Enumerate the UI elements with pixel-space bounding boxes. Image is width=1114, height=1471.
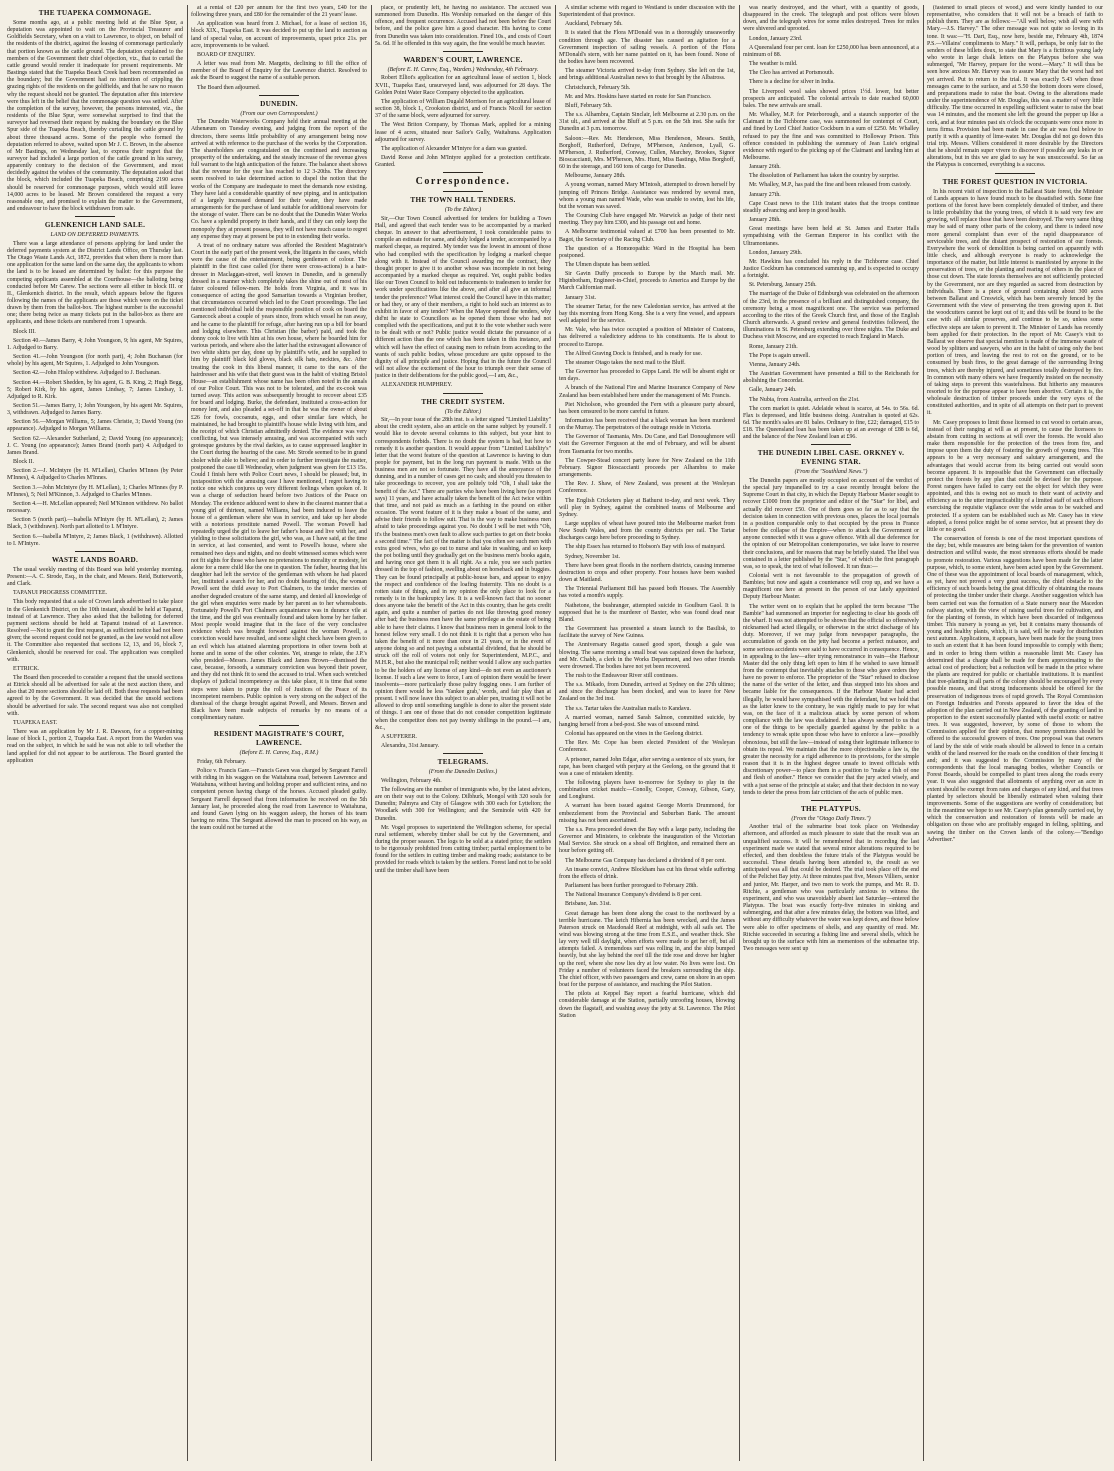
article-paragraph: ALEXANDER HUMPHREY. (381, 382, 453, 389)
article-headline: THE CREDIT SYSTEM. (421, 397, 505, 406)
article-paragraph: Section 40.—James Barry, 4; John Youngson, 9; his agent, Mr Squires, 1. Adjudged to Barry. (7, 337, 183, 351)
column-5 (743, 5, 919, 1461)
article-paragraph: The steamer Tartar, for the new Caledonian service, has arrived at the bay this morning from Hong Kong. She is a very fine vessel, and appears well adapted for the service. (559, 303, 735, 325)
article-paragraph: The Pope is again unwell. (749, 352, 811, 359)
article-paragraph: This body requested that a sale of Crown lands advertised to take place in the Glenkenich District, on the 10th instant, should be held at Tapanui, instead of at Lawrence. They also asked that the balloting for deferred payment sections should be held at Tapanui instead of at Lawrence. Resolved —Not to grant the first request, as sufficient notice had not been given; the second request could not be granted, as the law would not allow it. The Committee also requested that sections 12, 13, and 16, block 7, Glenkenich, should be reserved for coal. The application was complied with. (7, 599, 183, 663)
article-paragraph: Melbourne, January 28th. (565, 173, 626, 180)
article-subhead: (From the "Otago Daily Times.") (791, 815, 871, 822)
article-paragraph: Mr. Vogel proposes to superintend the Wellington scheme, for special rural settlement, whereby timber shall be cut by the Government, and during the proper season. The logs to be sold at a stated price; the settlers to be rigorously prohibited from cutting timber; partial employment to be found for the settlers in cutting timber and making roads; assistance to be provided for roads which is taken by the settlers. Forest land not to be sold until the timber shall have been (375, 824, 551, 874)
article-paragraph: Great meetings have been held at St. James and Exeter Halls sympathising with the German Emperor in his conflict with the Ultramontanes. (743, 226, 919, 247)
article-paragraph: Section 56.—Morgan Williams, 5; James Christie, 3; David Young (no appearance). Adjudged to Morgan Williams. (7, 419, 183, 433)
separator (443, 191, 483, 192)
column-4 (559, 5, 735, 1461)
article-headline: THE DUNEDIN LIBEL CASE. ORKNEY v. EVENING STAR. (757, 449, 905, 467)
article-paragraph: The Dunedin papers are mostly occupied on account of the verdict of the special jury impanelled to try a case recently brought before the Supreme Court in that city, in which the Deputy Harbour Master sought to recover £1000 from the proprietor and editor of the "Star" for libel, and actually did recover £50. One of them goes so far as to say that the decision taken in connection with previous ones, places the local journals in a position comparable only to that occupied by the press in France before the collapse of the Empire—when to attack the Government or anyone connected with it was a grave offence. With all due deference for the opinion of our Metropolitan contemporaries, we take leave to reserve their conclusions, and for reasons that may be briefly stated. The libel was contained in a letter published by the "Star," of which the first paragraph was, so to speak, the text of what followed. It ran thus:— (743, 477, 919, 570)
article-paragraph: Parliament has been further prorogued to February 28th. (565, 883, 698, 890)
article-paragraph: Section 3.—John McIntyre (by H. M'Lellan), 1; Charles M'Innes (by P. M'Innes), 5; Neil M'Kinnon, 3. Adjudged to Charles M'Innes. (7, 484, 183, 498)
article-paragraph: TAPANUI PROGRESS COMMITTEE. (13, 590, 108, 597)
article-subhead: (From the "Southland News.") (794, 469, 868, 476)
article-paragraph: The Board then proceeded to consider a request that the unsold sections at Ettrick should all be advertised for sale at the next auction there, and also that 20 more sections should be laid off. Both these requests had been agreed to by the Government. It was decided that the unsold sections should be advertised for sale. The second request was also not complied with. (7, 675, 183, 717)
column-2 (191, 5, 367, 1461)
article-paragraph: The Cleo has arrived at Portsmouth. (749, 70, 835, 77)
article-paragraph: place, or prudently left, he having no assistance. The accused was summoned from Dunedin. His Worship remarked on the danger of this offence, and frequent occurrence. Accused had not been before the Court before, and the police gave him a good character. His having to come from Dunedin was taken into consideration. Fined 10s., and costs of Court 5s. 6d. If he offended in this way again, the fine would be much heavier. (375, 5, 551, 47)
article-paragraph: Section 62.—Alexander Sutherland, 2; David Young (no appearance); J. C. Young (no appearance); James Brand (north part) 4. Adjudged to James Brand. (7, 435, 183, 456)
separator (443, 393, 483, 394)
article-paragraph: There is a decline for silver in India. (749, 79, 835, 86)
article-paragraph: The application of Alexander M'Intyre for a dam was granted. (381, 145, 527, 152)
article-paragraph: Mr. Casey proposes to limit those licensed to cut wood to certain areas, instead of their ranging at will as at present, to cause the licensees to abstain from cutting in sections at will over the forests. He would also make them responsible for the protection of the trees from fire, and impose upon them the duty of fostering the growth of young trees. This appears to be a very necessary and salutary arrangement, and the advantages that would accrue from its being carried out would soon become apparent. It is impossible that the Government can effectually protect the forests by any plan that could be devised for the purpose. Forest rangers have failed to carry out the object for which they were appointed, and this is owing not so much to their want of activity and efficiency as to the utter impracticability of a limited staff of such officers exercising the requisite vigilance over the wide areas to be watched and protected. If a system can be established such as Mr. Casey has in view adopted, a forest police might be of some service, but at present they do little or no good. (927, 419, 1103, 533)
article-paragraph: Galle, January 24th. (749, 387, 797, 394)
article-paragraph: The marriage of the Duke of Edinburgh was celebrated on the afternoon of the 23rd, in the presence of a brilliant and distinguished company, the ceremony being a most magnificent one. The service was performed according to the rites of the Greek Church first, and those of the English Church afterwards. A grand review and general festivities followed, the illuminations in St. Petersburg extending over three nights. The Duke and Duchess visit Moscow, and are expected to reach England in March. (743, 291, 919, 341)
article-paragraph: A young woman, named Mary M'Intosh, attempted to drown herself by jumping off Princes Bridge. Assistance was rendered by several men, whom a young man named Wade, who was unable to swim, lost his life, but the woman was saved. (559, 182, 735, 210)
separator (811, 800, 851, 801)
article-paragraph: The rush to the Endeavour River still continues. (565, 672, 678, 679)
article-paragraph: The Board then adjourned. (197, 84, 261, 91)
article-paragraph: Another trial of the submarine boat took place on Wednesday afternoon, and afforded as much pleasure to state that the result was an unqualified success. It will be remembered that in recording the last experiment made we stated that several minor alterations required to be effected, and then doubtless the future trials of the Platypus would be successful. These details having been attended to, the result as we anticipated was all that could be desired. The trial took place off the end of the Pelichet Bay jetty. At three minutes past five, Messrs Villiers, senior and junior, Mr. Harper, and two men to work the pumps, and Mr. R. D. Ritchie, a gentleman who was particularly anxious to witness the experiment, and who was unavoidably absent last Saturday—entered the Platypus. The boat was exactly forty-five minutes in sinking and submerging, and that after a few minutes delay, the bottom was lifted, and without any difficulty whatever the water was kept down, and those below were able to offer specimens of shells, and any quantity of mud. Mr. Ritchie succeeded in securing a fishing line and several shells, which he brought up to the surface with him as mementoes of the submarine trip. Two messages were sent up (743, 824, 919, 952)
article-paragraph: Alexandra, 31st January. (381, 743, 440, 750)
article-paragraph: The corn market is quiet. Adelaide wheat is scarce, at 54s. to 56s. 6d. Flax is depressed, and little business doing. Australian is quoted at 62s. 6d. The month's sales are 81 bales. Ordinary to fine, £22; damaged, £15 to £18. The Queensland loan has been taken up at an average of £88 is 6d, and the balance of the New Zealand loan at £96. (743, 405, 919, 441)
article-paragraph: It is stated that the Flora M'Donald was in a thoroughly unseaworthy condition through age. The disaster has caused an agitation for a Government inspection of sailing vessels. A portion of the Flora M'Donald's stern, with her name painted on it, has been found. None of the bodies have been recovered. (559, 30, 735, 66)
article-paragraph: The Alfred Graving Dock is finished, and is ready for use. (565, 350, 703, 357)
article-paragraph: Vienna, January 24th. (749, 361, 801, 368)
article-paragraph: Section 44.—Robert Shedden, by his agent, G. B. King, 2; Hugh Begg, 5; Robert Kirk, by his agent, James Lindsay, 7; James Lindsay, 1. Adjudged to R. Kirk. (7, 379, 183, 400)
article-headline: WARDEN'S COURT, LAWRENCE. (403, 55, 523, 64)
article-paragraph: The weather is mild. (749, 61, 798, 68)
article-paragraph: The Governor has proceeded to Gipps Land. He will be absent eight or ten days. (559, 369, 735, 383)
article-paragraph: The steamer Victoria arrived to-day from Sydney. She left on the 1st, and brings additional Australian news to that brought by the Albatross. (559, 68, 735, 82)
article-paragraph: The West Briton Company, by Thomas Mark, applied for a mining lease of 4 acres, situated near Sailor's Gully, Waitahuna. Application adjourned for survey. (375, 122, 551, 143)
article-paragraph: St. Petersburg, January 25th. (749, 282, 817, 289)
article-paragraph: The writer went on to explain that he applied the term because "The Bambie" had summoned an importer for neglecting to clear his goods off the wharf. It was not attempted to be shown that the official so offensively nicknamed had acted illegally, or otherwise in the strict discharge of his duty. Moreover, if we may judge from newspaper paragraphs, the accumulation of goods on the jetty had become a perfect nuisance, and some serious accidents were said to have occurred in consequence. Hence, in appealing to the law—after trying remonstrance in vain—the Harbour Master did the only thing left open to him if he wished to save himself from the contempt that inevitably attaches to those who gave orders they have no power to enforce. The proprietor of the "Star" refused to disclose the name of the writer of the letter, and thus stepped into his shoes and became liable for the consequences. If the Harbour Master had acted illegally, he would have sympathised with the defendant, but we hold that as the latter knew to the contrary, he was rightly made to pay for what was, on the face of it a malicious attack by some person of whom compliance with the law was disdained. It has always seemed to us that one of the things to be specially guarded against by the public is a tendency to wreak spite upon those who have to enforce a law—possibly obnoxious, but still the law—instead of using their legitimate influence to obtain its repeal. We maintain that the more objectionable a law is, the greater the necessity for a rigid adherence to its provisions, for the simple reason that it is in the highest degree unsafe to invest officials with discretionary power—to place them in a position to "make a fish of one and flesh of another." Hence we consider that the jury acted wisely, and with a just sense of the principle at stake; and that their decision in no way tends to deter the press from fair criticism of the acts of public men. (743, 603, 919, 796)
article-paragraph: The s.s. Mikado, from Dunedin, arrived at Sydney on the 27th ultimo; and since the discharge has been docked, and was to leave for New Zealand on the 3rd inst. (559, 682, 735, 703)
separator (443, 51, 483, 52)
separator (259, 95, 299, 96)
article-paragraph: (fastened to small pieces of wood,) and were kindly handed to our representative, who considers that it will not be a breach of faith to publish them. They are as follows:—"All well below; wish all were with Mary.—J.S. Harvey." The other message was not quite so loving in its tone. It was:—"H. Dart, Esq., now here, beside me, February 4th, 1874 P.S.—Villains' compliments to Mary." It will, perhaps, be only fair to the senders of these billets doux, to state that Mary is a fictitious young lady who wrote in large chalk letters on the Platypus before she was submerged, "Mr Harvey, prepare for the worst.—Mary." It will thus be seen how anxious Mr. Harvey was to assure Mary that the worst had not yet arrived. Put to return to the trial. It was exactly 5.43 when those messages came to the surface, and at 5.50 the bottom doors were closed, and preparations made to raise the boat. Owing to the alterations made under the superintendence of Mr. Douglas, this was a matter of very little difficulty. The time occurred in expelling sufficient water to raise the boat was 14 minutes, and the moment she left the ground the pepper up like a cork, and at four minutes past six o'clock the occupants were once more in terra firma. Provision had been made in case the air was foul below to purify it with a quantity of lime-water. Mr. Douglas did not go down this trial trip. Messrs. Villiers considered it more desirable by the Directors that he should remain super vivere to discover if possible any leaks in or alterations, but in this we are glad to say he was unsuccessful. So far as the Platypus is concerned, everything is a success. (927, 5, 1103, 169)
column-rule (371, 5, 372, 1461)
article-paragraph: Block III. (13, 328, 36, 335)
article-paragraph: Block II. (13, 459, 34, 466)
article-headline: DUNEDIN. (260, 99, 298, 108)
article-paragraph: Rome, January 21th. (749, 343, 798, 350)
article-paragraph: The Austrian Government have presented a Bill to the Reichsrath for abolishing the Concordat. (743, 371, 919, 385)
article-subhead: LAND ON DEFERRED PAYMENTS. (50, 232, 140, 239)
column-rule (923, 5, 924, 1461)
separator (995, 173, 1035, 174)
article-paragraph: Great damage has been done along the coast to the northward by a terrible hurricane. The ketch Hibernia has been wrecked, and the James Paterson struck on Macdonald Reef at midnight, with all sails set. The wind was blowing strong at the time from E.S.E., and weather thick. She lay very well till daylight, when efforts were made to get her off, but all attempts failed. A tremendous surf was rolling in, and the ship bumped heavily, but she lay behind the reef till the tide rose and drove her higher up the reef, where she now lies dry at low water. No lives were lost. On Friday a number of volunteers faced the breakers surrounding the ship. The chief officer, with two passengers and crew, came on shore in an open boat for the purpose of assistance, and reaching the Pilot Station. (559, 910, 735, 989)
article-paragraph: Section 4.—H. McLellan appeared; Neil M'Kinnon withdrew. No ballot necessary. (7, 500, 183, 515)
column-1 (7, 5, 183, 1461)
section-banner: Correspondence. (415, 176, 511, 188)
article-paragraph: The s.s. Pera proceeded down the Bay with a large party, including the Governor and Ministers, to celebrate the inauguration of the Victorian Mail Service. She struck on a shoal off Brighton, and remained there an hour before getting off. (559, 826, 735, 855)
article-subhead: (From our own Correspondent.) (240, 110, 318, 117)
advertisements-column (927, 5, 1103, 1461)
article-paragraph: The Melbourne Gas Company has declared a dividend of 8 per cent. (565, 857, 726, 864)
article-paragraph: Sir Gavin Duffy proceeds to Europe by the March mail. Mr. Higinbotham, Engineer-in-Chief, proceeds to America and Europe by the March Californian mail. (559, 271, 735, 292)
article-paragraph: The dissolution of Parliament has taken the country by surprise. (749, 173, 900, 180)
article-paragraph: January 26th. (749, 164, 781, 171)
article-paragraph: Colonial writ is not favourable to the propagation of growth of Bambies; but now and again a countenance will crop up, and we have a magnificent one here at present in the person of our lately appointed Deputy Harbour Master. (743, 572, 919, 601)
article-paragraph: The question of a Homœopathic Ward in the Hospital has been postponed. (559, 245, 735, 259)
article-subhead: (Before E. H. Carew, Esq., R.M.) (239, 750, 319, 757)
article-paragraph: A Melbourne testimonial valued at £700 has been presented to Mr. Bagot, the Secretary of the Racing Club. (559, 229, 735, 243)
article-paragraph: The Coursing Club have engaged Mr. Warwick as judge of their next meeting. They pay him £300, and his passage out and home. (559, 213, 735, 227)
article-subhead: (To the Editor.) (444, 207, 482, 214)
article-paragraph: David Reese and John M'Intyre applied for a protection certificate. Granted. (375, 155, 551, 169)
article-paragraph: January 28th. (749, 217, 781, 224)
article-paragraph: Bluff, February 5th. (565, 102, 613, 109)
article-paragraph: A Queensland four per cent. loan for £250,000 has been announced, at a minimum of 88. (743, 44, 919, 58)
article-paragraph: The National Insurance Company's dividend is 8 per cent. (565, 892, 702, 899)
article-paragraph: January 31st. (565, 294, 597, 301)
article-paragraph: An application was heard from J. Michael, for a lease of section 16, block XIX., Tuapeka East. It was decided to put up the land to auction as land of special value, on account of improvements, upset price 21s. per acre, improvements to be valued. (191, 21, 367, 49)
article-paragraph: Sir,—In your issue of the 28th inst. is a letter signed "Limited Liability" about the credit system, also an article on the same subject by yourself. I would like to devote several columns to this subject, but your hint to correspondents forbids. There is no doubt the system is bad, but how to remedy it is another question. It would appear from "Limited Liability's" letter that the worst feature of the question at Lawrence is having to dun people for payment, but in the long run payment is made. With us the business men are not so fortunate. They have all the annoyance of the dunning, and in a number of cases get no cash; and should you threaten to take proceedings to recover, you are politely told "Oh, I shall take the benefit of the Act." There are parties who have been living here (so report says) 11 years, and have actually taken the benefit of the Act twice within that time, and not paid as much as a farthing in the pound on either occasion. The worst feature of it is they make a boast of the same, and advise their friends to follow suit. That is the way to make business men afraid to take proceedings against you. No doubt I will be met with "Oh, it's the business men's own fault to allow such parties to get on their books a second time." The fact of the matter is that you often see such men with extra good wives, who go out to nurse and take in washing, and so keep the pot boiling until they gradually get on the business men's books again, and having once got them it is all right. As a rule, you see such parties dressed in the top of fashion, swelling about on horseback and in buggies. They can be found principally at public-house bars, and appear to enjoy the respect and confidence of the loafing fraternity. This no doubt is a rotten state of things, and in my opinion the only place to look for a remedy is in the bankruptcy law. It is a well-known fact that no sooner does anyone take the benefit of the Act in this country, than he gets credit again, and quite a number of parties do not like throwing good money after bad; the business men have the same privilege as the estate of being able to have their claims. I know that business men in general look to the honest fellow very small. I do not think it is right that a person who has taken the benefit of it more than once in 21 years, or in the event of anyone doing so and not paying a substantial dividend, that he should be struck off the roll of voters not only for Superintendent, M.P.C., and M.H.R., but also the municipal roll; neither would I allow any such parties to be the holders of any license of any kind—do not even an auctioneer's license. If such a law were to force, I am of opinion there would be fewer insolvents—more particularly those paltry fogging ones. I am further of opinion there would be less 'Yankee grab,' words, and fair play than at present. I will now leave this subject to an abler pen, trusting it will not be allowed to drop until something tangible is done to alter the present state of things. I am one of those that do not consider competition legitimate when the competitor does not pay twenty shillings in the pound.—I am, &c., (375, 417, 551, 731)
article-paragraph: The Ulmen dispute has been settled. (565, 262, 651, 268)
article-paragraph: There was an application by Mr J. R. Dawson, for a copper-mining lease of block I., portion 2, Tuapeka East. A report from the Warden was read on the subject, in which he said he was not able to tell whether the land applied for did not appear to be auriferous. The Board granted the application (7, 729, 183, 764)
article-paragraph: Some months ago, at a public meeting held at the Blue Spur, a deputation was appointed to wait on the Provincial Treasurer and Goldfields Secretary, when on a visit to Lawrence, to object, on behalf of the residents of the district, against the leasing of commonage particularly that portion known as the cattle ground. The deputation explained to the members of the Government their chief objection, viz., that to curtail the cattle ground would render it inadequate for present requirements. Mr Bastings stated that the Tuapeka Beach Creek had been recommended as the boundary; but the Government had no intention of crippling the grazing rights of the residents on the goldfields, and that he saw no reason why the request should not be granted. The deputation after this interview were thus left in the belief that the commonage question was settled. After the completion of the survey, however, the persons interested, viz., the residents of the Blue Spur, were somewhat surprised to find that the surveyor had reversed their request by making the boundary on the Blue Spur side of the Tuapeka Beach, thereby curtailing the cattle ground by about three thousand acres. Some of the people who formed the deputation referred to above, waited upon Mr J. C. Brown, in the absence of Mr Bastings, on Wednesday last, to express their regret that the surveyor had included a large portion of the cattle ground in his survey, apparently contrary to the decision of the Government, and most decidedly against the wishes of the community. The deputation asked that the block, which included the Tuapeka Beach, comprising 2190 acres should be reserved for commonage purposes, which would still leave 14,000 acres to be leased. Mr Brown considered the request a very reasonable one, and promised to explain the matter to the Government, and endeavour to have the block withdrawn from sale. (7, 20, 183, 213)
article-paragraph: Saloon:—Rev. Mr. Henderson, Miss Henderson, Messrs. Smith, Borghoff, Rutherford, Defraye, M'Pherson, Anderson, Lyall, G. M'Pherson, J. Rutherford, Conway, Cullen, Marchey, Brookes, Signor Bioscaccianti, Mrs. M'Pherson, Mrs. Hunt, Miss Bastings, Miss Borghoff, 60 in the steerage, and 160 tons of cargo for Dunedin. (559, 135, 735, 171)
article-paragraph: A treat of no ordinary nature was afforded the Resident Magistrate's Court in the early part of the present week, the litigants in the cases, which were the cause of the entertainment, being gentlemen of colour. The plaintiff in the first case called (for there were cross-actions) is a hair-dresser in Maclaggan-street, well known in Dunedin, and is generally dressed in a manner which completely takes the shine out of most of his fairer coloured fellow-men. He holds from Virginia, and it was in consequence of acting the good Samaritan towards a Virginian brother, that circumstances occurred which led to the Court proceedings. The last mentioned individual held the responsible position of cook on board the Gamecock about a couple of years since, from which vessel he ran away, and he came to the plaintiff for refuge, after having run up a bill for board and lodging elsewhere. This Christian (the barber) paid, and took the donny cook to live with him at his own house, where he boarded him for various periods, and where also the latter had the extravagant allowance of two white shirts per day, done up by plaintiff's wife, and he supplied to him by plaintiff black kid gloves, black silk hats, neckties, &c. After treating the cook in this liberal manner, it came to the ears of the hairdresser and his wife that their guest was in the habit of visiting Bristol House—an establishment whose name has been often noted in the annals of our Police Court. This was not to be tolerated, and the ex-cook was turned away. This action was subsequently brought to recover about £35 for board and lodging. Burke, the defendant, instituted a cross-action for money lent, and also pleaded a set-off in that he was the owner of about £26 for fowls, cocoanuts, eggs, and other similar fare which, he maintained, he had brought to plaintiff's house while living with him, and the receipt of which Christian admittedly denied. The evidence was very conflicting, but was intensely amusing, and was accompanied with such grotesque gestures by the rival darkies, as to cause suppressed laughter in the Court during the hearing of the case. Mr. Strode seemed to be in grand choler while able to believe; and in order to further investigate the matter, postponed the case till Wednesday, when judgment was given for £13 15s. Could I finish here with Police Court news, I should be pleased; but, in juxtaposition with the amusing case I have mentioned, I regret having to notice one which conjures up very different feelings when spoken of. It was a charge of seduction heard before two Justices of the Peace on Monday. The evidence adduced went to shew in the clearest manner that a young girl of thirteen, named Williams, had been induced to leave the house of a gentleman where she was in service, and take up her abode with a notorious prostitute named Powell. The woman Powell had repeatedly urged the girl to leave her father's house and live with her, and yielding to these solicitations the girl, who was, as I have said, at the time in service, at last consented, and went to Powell's house, where she remained two days and nights, and no doubt witnessed scenes which were not fit sights for those who have no pretensions to morality or modesty, let alone for a mere child like the one in question. The father, hearing that his daughter had left the service of the gentleman with whom he had placed her, instituted a search for her, and no doubt hearing of this, the woman Powell sent the child away to Port Chalmers, to the tender mercies of another degraded creature of the same stamp, and denied all knowledge of the girl when enquiries were made by her parent as to her whereabouts. Fortunately Powell's Port Chalmers acquaintance was in durance vile at the time, and the girl was eventually found and taken home by her father. Most people would imagine that in the face of the very conclusive evidence which was brought forward against the woman Powell, a conviction would have resulted, and some slight check have been given to an evil which has attained alarming proportions in other towns both at home and in some of the other colonies. Yet, strange to relate, the J.P.'s who presided—Messrs. James Black and James Brown—dismissed the case, because, forsooth, a summary conviction was beyond their power, and they did not think fit to send the accused to trial. When such wretched displays of judicial incompetency as this take place, it is time that some steps were taken to purge the roll of Justices of the Peace of its incompetent members. Public opinion is very strong on the subject of the dismissal of the charge brought against Powell, and Messrs. Brown and Black have been made subjects of remarks by no means of a complimentary nature. (191, 242, 367, 722)
article-headline: THE PLATYPUS. (800, 804, 862, 813)
article-paragraph: Wellington, February 4th. (381, 777, 442, 784)
article-paragraph: The Government has presented a steam launch to the Basilisk, to facilitate the survey of New Guinea. (559, 626, 735, 640)
article-paragraph: The Anniversary Regatta caused good sport, though a gale was blowing. The same morning a small boat was capsized down the harbour, and Mr. Chabb, a clerk in the Works Department, and two other friends were drowned. The bodies have not yet been recovered. (559, 642, 735, 670)
article-paragraph: Brisbane, Jan. 31st. (565, 901, 611, 908)
article-paragraph: The conservation of forests is one of the most important questions of the day; but, while measures are being taken for the prevention of wanton destruction and willful waste, the most strenuous efforts should be made to promote restoration. Various suggestions have been made for the latter purpose, which, to some extent, have been acted upon by the Government. One of these was the appointment of local boards of management, which, as yet, have not proved a very great success, the chief obstacle to the efficiency of such boards being the great difficulty of obtaining the means of protecting the timber under their charge. Another suggestion which has been carried out was the formation of a State nursery near the Macedon railway station, with the view of raising useful trees for cultivation, and for the planting of forests, in which have been discarded of indigenous timber. This nursery is young as yet, but it contains many thousands of young and healthy plants, which, it is said, will be ready for distribution next autumn. Applications, it appears, have been made for the young trees to such an extent that it has been found impossible to comply with them; and in order to bring them within a reasonable limit Mr. Casey has determined that a charge shall be made for them approximating to the actual cost of production; but a reduction will be made in the price where the plants are required for public or charitable institutions. It is manifest that tree-planting in all parts of the colony should be encouraged by every possible means, and that strong inducements should be offered for the preservation of indigenous trees of rapid growth. The Royal Commission on Foreign Industries and Forests appeared to favor the idea of the adoption of the plan carried out in New Zealand, of the granting of land in proportion to the extent successfully planted with useful exotic or native trees. It was suggested, however, by some of those to whom the Commission applied for their opinion, that money premiums should be offered to the successful growers of trees. One proposal was that owners of land by the side of wide roads should be allowed to fence in a certain width of the land reserved for the roads on the condition of their fencing it and; and it was suggested to the Commission by many of the correspondents that the local managing bodies, whether Councils or Forest Boards, should be compelled to plant trees along the roads every year. It was also suggested that allotments of anything over an acre in extent should be exempt from rates and charges of any kind, and that trees planted by selectors should be liberally estimated when valuing their improvements. Some of the suggestions are worthy of consideration; but in the meantime we hope to see Mr. Casey's plan generally carried out, by which the conservation and restoration of forests will be made an obligation on those who are profitably engaged in felling, splitting, and sawing the timber on the Crown lands of the colony.—"Bendigo Advertiser." (927, 536, 1103, 843)
article-headline: THE FOREST QUESTION IN VICTORIA. (942, 177, 1088, 186)
column-rule (187, 5, 188, 1461)
article-paragraph: Mr. Hawkins has concluded his reply in the Tichborne case. Chief Justice Cockburn has commenced summing up, and is expected to occupy a fortnight. (743, 258, 919, 280)
article-paragraph: at a rental of £20 per annum for the first two years, £40 for the following three years, and £80 for the remainder of the 21 years' lease. (191, 5, 367, 19)
article-paragraph: An insane convict, Andrew Blockham has cut his throat while suffering from the effects of drink. (559, 866, 735, 880)
article-subhead: (To the Editor.) (444, 408, 482, 415)
article-paragraph: The Rev. Mr. Cope has been elected President of the Wesleyan Conference. (559, 740, 735, 754)
article-paragraph: A letter was read from Mr. Margetts, declining to fill the office of member of the Board of Enquiry for the Lawrence district. Resolved to ask the Board to suggest the name of a suitable person. (191, 61, 367, 82)
article-paragraph: Large supplies of wheat have poured into the Melbourne market from New South Wales, and from the county districts per rail. The Tartar discharges cargo here before proceeding to Sydney. (559, 521, 735, 542)
article-paragraph: A prisoner, named John Edgar, after serving a sentence of six years, for rape, has been charged with perjury at the Geelong, on the ground that it was a case of mistaken identity. (559, 756, 735, 777)
article-paragraph: Section 5 (north part).—Isabella M'Intyre (by H. M'Lellan), 2; James Black, 3 (withdrawn). North part allotted to I. M'Intyre. (7, 517, 183, 531)
article-paragraph: ETTRICK. (13, 665, 40, 672)
article-paragraph: was nearly destroyed, and the wharf, with a quantity of goods, disappeared in the creek. The telegraph and post offices were blown down, and the telegraph wires for some miles destroyed. Trees for miles were shivered and uprooted. (743, 5, 919, 33)
article-paragraph: London, January 29th. (749, 249, 803, 256)
article-paragraph: The Nubia, from Australia, arrived on the 21st. (749, 396, 860, 403)
article-paragraph: Mr. Whalley, M.P. for Peterborough, and a staunch supporter of the Claimant in the Tichborne case, was summoned for contempt of Court, and fined by Lord Chief Justice Cockburn in a sum of £250. Mr. Whalley refused to pay the fine and was committed to Holloway Prison. This offence consisted in publishing the summary of Jean Luie's original evidence with regard to the picking up of the Claimant and landing him at Melbourne. (743, 112, 919, 161)
article-subhead: (Before E. H. Carew, Esq., Warden.) Wednesday, 4th February. (387, 66, 539, 73)
article-headline: WASTE LANDS BOARD. (51, 555, 139, 564)
article-paragraph: Cape Coast news to the 11th instant states that the troops continue steadily advancing and keep in good health. (743, 200, 919, 214)
article-paragraph: A SUFFERER. (381, 733, 418, 740)
article-headline: RESIDENT MAGISTRATE'S COURT, LAWRENCE. (213, 730, 345, 748)
separator (75, 551, 115, 552)
article-paragraph: Section 42.—John Hislop withdrew. Adjudged to J. Buchanan. (13, 370, 161, 377)
article-paragraph: Mr. Whalley, M.P., has paid the fine and been released from custody. (749, 182, 911, 189)
article-paragraph: Section 6.—Isabella M'Intyre, 2; James Black, 1 (withdrawn). Allotted to I. M'Intyre. (7, 533, 183, 547)
article-paragraph: A similar scheme with regard to Westland is under discussion with the Superintendent of that province. (559, 5, 735, 19)
article-paragraph: Christchurch, February 5th. (565, 84, 631, 91)
article-paragraph: Mr. and Mrs. Hoskins have started en route for San Francisco. (565, 93, 712, 100)
article-headline: THE TUAPEKA COMMONAGE. (38, 9, 152, 17)
article-paragraph: Mr. Vale, who has twice occupied a position of Minister of Customs, has delivered a valedictory address to his constituents. He is about to proceed to Europe. (559, 327, 735, 348)
article-paragraph: Robert Elliot's application for an agricultural lease of section 1, block XVII., Tuapeka East, unsurveyed land, was adjourned for 28 days. The Golden Point Water Race Company objected to the application. (375, 75, 551, 96)
article-subhead: (From the Dunedin Dailies.) (428, 769, 498, 776)
article-paragraph: The Dunedin Waterworks Company held their annual meeting at the Athenæum on Tuesday evening, and judging from the report of the directors, there seems little probability of any arrangement being now arrived at with reference to the purchase of the works by the Corporation. The shareholders are congratulated on the continued and increasing prosperity of the undertaking, and the steady increase of the revenue gives full warrant to the high anticipation of the future. The balance sheet shows that the revenue for the year has reached to 12 3-20ths. The directory seem resolved to take determined action to dispel the notion that the works of the Company are inadequate to meet the demands now existing. They have laid a considerable quantity of new piping, and in anticipation of a largely increased demand for their water, they have made arrangements for the purchase of land suitable for additional reservoirs for the storage of water. There can be no doubt that the Dunedin Water Works Co. have a splendid property in their hands, and if they can only keep the monopoly they at present possess, they will not have much cause to regret any expense they may at present be put to in extending their works. (191, 119, 367, 240)
column-rule (555, 5, 556, 1461)
separator (811, 444, 851, 445)
article-paragraph: The following are the number of immigrants who, by the latest advices, are on their way out to the Colony. Dilbhurk, Mongol with 320 souls for Dunedin; Palmyra and City of Glasgow with 300 each for Lyttelton; the Woodlark with 300 for Wellington; and the Seminole with 420 for Dunedin. (375, 786, 551, 822)
article-paragraph: The application of William Dugald Morrison for an agricultural lease of section 38, block I., Crookston district, and of Francis Nicoll for section 37 of the same block, were adjourned for survey. (375, 98, 551, 120)
article-paragraph: There have been great floods in the northern districts, causing immense destruction to crops and other property. Four houses have been washed down at Maitland. (559, 562, 735, 584)
article-paragraph: The following players have to-morrow for Sydney to play in the combination cricket match:—Conolly, Cooper, Cosway, Gibson, Gary, and Longhurst. (559, 780, 735, 801)
separator (443, 753, 483, 754)
column-3 (375, 5, 551, 1461)
article-paragraph: In his recent visit of inspection to the Ballarat State forest, the Minister of Lands appears to have found much to be dissatisfied with. Some fine portions of the forest have been completely denuded of timber, and there is little probability that the young trees, of which it is said very few are growing, will replace those that have been destroyed. The very same thing may be said of many other parts of the colony, and there is indeed now more general complaint than ever of the rapid disappearance of serviceable trees, and the distant prospect of restoration of our forests. Everywhere the work of demolition is being carried on apparently with little check, and although everyone is ready to acknowledge the importance of the matter, but little interest is manifested by anyone in the preservation of trees, or the planting and rearing of others in the place of those cut down. The state forests themselves are not sufficiently protected by the Government, nor are they regarded as sacred from destruction by individuals. There is a piece of ground containing about 300 acres between Ballarat and Creswick, which has been severely fenced by the Government with the view of preserving the trees growing upon it. But the woodcutters cannot be kept out of it; and this will be found to be the case with all similar preserves, and continue to be so, unless some effective steps are taken to prevent it. The Minister of Lands has recently been applied for their protection. In the report of Mr. Casey's visit to Ballarat we observe that special mention is made of the immense waste of wood by splitters and sawyers, who are in the habit of using only the best portion of trees, and leaving the rest to rot on the ground, or to be consumed by bush fires, to the great damage of the surrounding living trees, which are thereby injured, and sometimes totally destroyed by fire. In common with many others we have frequently insisted on the necessity of taking steps to prevent this wastefulness. But hitherto any measures resorted to for the purpose appear to have been abortive. Certain it is, the wholesale destruction of timber proceeds under the very eyes of the constituted authorities, and in spite of all attempts on their part to prevent it. (927, 188, 1103, 417)
article-paragraph: London, January 23rd. (749, 35, 803, 42)
article-paragraph: Section 41.—John Youngson (for north part), 4; John Buchanan (for whole) by his agent, Mr Squires, 1. Adjudged to John Youngson. (7, 354, 183, 368)
article-paragraph: The Cowper-Stead concert party leave for New Zealand on the 11th February. Signor Bioscaccianti proceeds per Alhambra to make arrangements. (559, 457, 735, 479)
article-paragraph: Sydney, November 1st. (565, 553, 620, 560)
separator (443, 172, 483, 173)
separator (259, 725, 299, 726)
article-paragraph: The English Cricketers play at Bathurst to-day, and next week. They will play in Sydney, against the combined teams of Melbourne and Sydney. (559, 497, 735, 518)
article-paragraph: The ship Essex has returned to Hobson's Bay with loss of mainyard. (565, 544, 726, 551)
article-paragraph: Section 2.—J. McIntyre (by H. M'Lellan), Charles M'Innes (by Peter M'Innes), 4. Adjudged to Charles M'Innes. (7, 468, 183, 482)
article-paragraph: The Rev. J. Shaw, of New Zealand, was present at the Wesleyan Conference. (559, 481, 735, 495)
newspaper-page (7, 5, 1107, 1461)
article-paragraph: A branch of the National Fire and Marine Insurance Company of New Zealand has been established here under the management of Mr. Francis. (559, 385, 735, 399)
article-paragraph: A married woman, named Sarah Salmon, committed suicide, by hanging herself from a bed-post. She was of unsound mind. (559, 714, 735, 728)
article-paragraph: The pilots at Keppel Bay report a fearful hurricane, which did considerable damage at the Station, partially unroofing houses, blowing down the flagstaff, and washing away the jetty at St. Lawrence. The Pilot Station (559, 991, 735, 1019)
article-paragraph: Section 51.—James Barry, 1; John Youngson, by his agent Mr. Squires, 3, withdrawn. Adjudged to James Barry. (7, 403, 183, 417)
article-paragraph: Nathetone, the bushranger, attempted suicide in Goulburn Gaol. It is supposed that he is the murderer of Baxter, who was found dead near Bland. (559, 602, 735, 623)
article-paragraph: Information has been received that a black woman has been murdered on the Murray. The perpetrators of the outrage reside in Victoria. (559, 417, 735, 432)
separator (75, 216, 115, 217)
article-paragraph: Police v. Francis Gare.—Francis Gawn was charged by Sergeant Farrell with riding in his waggon on the Waitahuna road, between Lawrence and Waitahuna, without having and holding proper and sufficient reins, and no competent person having charge of the horses. Accused pleaded guilty. Sergeant Farrell deposed that from information he received on the 5th January last, he proceeded along the road from Lawrence to Waitahuna, and found Gawn lying on his waggon asleep, the horses of his team having no reins. The Sergeant allowed the man to proceed on his way, as the team could not be turned at the (191, 768, 367, 832)
article-paragraph: Colonial has appeared on the vines in the Geelong district. (565, 731, 703, 738)
article-paragraph: The s.s. Alhambra, Captain Sinclair, left Melbourne at 2.30 p.m. on the 31st ult., and arrived at the Bluff at 5 p.m. on the 5th inst. She sails for Dunedin at 3 p.m. tomorrow. (559, 112, 735, 133)
article-paragraph: Sir,—Our Town Council advertised for tenders for building a Town Hall, and agreed that each tender was to be accompanied by a marked cheque. In answer to that advertisement, I took considerable pains to compile an estimate for same, and duly lodged a tender, accompanied by a marked cheque, as required. My tender was the lowest in amount of those who had complied with the specification by lodging a marked cheque along with it. Instead of the Council awarding me the contract, they thought proper to give it to another whose was incomplete in not being accompanied by a marked cheque as required. Yet, ought public bodies like our Town Council to hold out inducements to tradesmen to tender for work under specifications like the above, and after all give an informal tender the preference? What interest could the Council have in this matter; or had they, or any of their members, a right to hold such an interest as to exhibit in favor of any tender? When the Mayor opened the tenders, why did'nt he state to Councillors as he opened them those who had not complied with the specifications, and put it to the vote whether such were to be dealt with or not? Public justice would dictate the pursuance of a different action than the one which has been taken in this instance, and which will have the effect of causing men to refrain from acceding to the wants of such public bodies, whose procedure are quite opposed to the dignity of all principle and justice. Hoping that in the future the Council will not allow the excitement of the hour to triumph over their sense of justice in their deliberations for the public good,—I am, &c., (375, 215, 551, 380)
article-paragraph: BOARD OF ENQUIRY. (197, 51, 255, 58)
article-paragraph: Friday, 6th February. (197, 758, 247, 765)
article-headline: GLENKENICH LAND SALE. (44, 221, 146, 230)
article-paragraph: The s.s. Tartar takes the Australian mails to Kandavu. (565, 705, 691, 712)
article-paragraph: Piet Nicholson, who grounded the Fern with a pleasure party aboard, has been censured to be more careful in future. (559, 401, 735, 415)
article-paragraph: Auckland, February 5th. (565, 21, 623, 28)
article-paragraph: January 27th. (749, 191, 781, 198)
article-paragraph: There was a large attendance of persons applying for land under the deferred payments system at the District Lands Office, on Thursday last. The Otago Waste Lands Act, 1872, provides that when there is more than one application for the same land on the same day, the applicants to whom the land is to be leased are determined by ballot: for this purpose the competing applicants assembled at the Courthouse—the balloting being conducted before Mr Carew. The sections were all either in block III. or II., Glenkenich district. In the result, which appears below the figures following the names of the applicants are those which were on the ticket drawn by them from the ballot-box. The highest number is the successful one; there being twice as many tickets put in the ballot-box as there are applicants, and these tickets are numbered from 1 upwards. (7, 240, 183, 326)
article-paragraph: The Liverpool wool sales showed prices 1½d. lower, but better prospects are anticipated. The colonial arrivals to date reached 60,000 bales. The new arrivals are small. (743, 88, 919, 109)
article-paragraph: TUAPEKA EAST. (13, 719, 58, 726)
article-paragraph: A warrant has been issued against George Morris Drummond, for embezzlement from the Provincial and Suburban Bank. The amount missing has not been ascertained. (559, 803, 735, 824)
article-paragraph: The Triennial Parliament Bill has passed both Houses. The Assembly has voted a month's supply. (559, 586, 735, 600)
article-paragraph: The usual weekly meeting of this Board was held yesterday morning. Present:—A. C. Strode, Esq., in the chair, and Messrs. Reid, Butterworth, and Clark. (7, 566, 183, 588)
article-paragraph: The steamer Otago takes the next mail to the Bluff. (565, 359, 686, 366)
article-headline: THE TOWN HALL TENDERS. (410, 196, 516, 205)
column-rule (739, 5, 740, 1461)
article-headline: TELEGRAMS. (437, 758, 489, 767)
article-paragraph: The Governor of Tasmania, Mrs. Du Cane, and Earl Donoughmore will visit the Governor Ferguson at the end of February, and will be absent from Tasmania for two months. (559, 434, 735, 455)
